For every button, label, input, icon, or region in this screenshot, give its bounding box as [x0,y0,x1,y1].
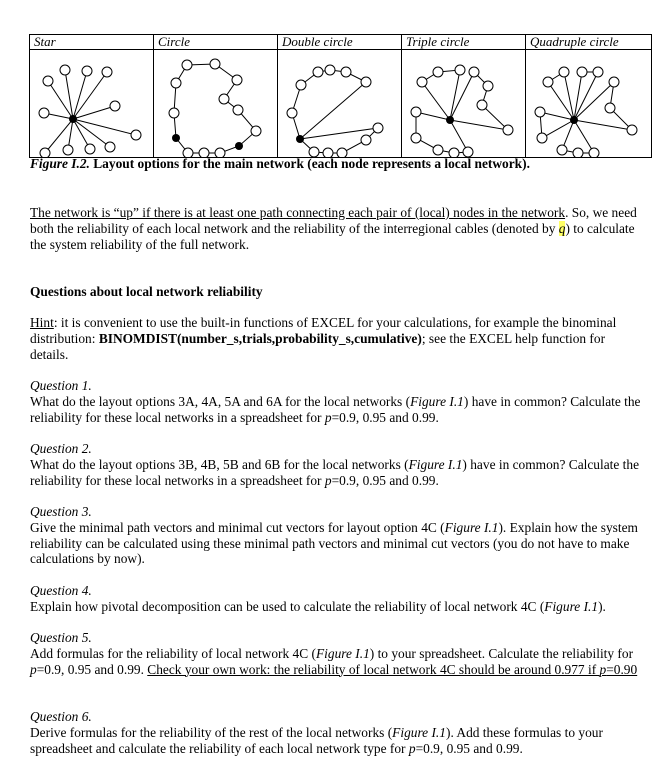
question-5 [30,630,642,677]
question-1-text-b: ) have in common? Calculate the reliability for these local networks in a spreadsheet for [30,393,641,425]
star-layout-cell [30,50,154,158]
question-1-text-c: =0.9, 0.95 and 0.99. [331,409,439,425]
question-5-text-a: Add formulas for the reliability of local network 4C ( [30,645,316,661]
star-network-diagram [30,50,154,157]
question-5-check-p: p [599,661,607,677]
question-5-check-value: =0.90 [606,661,638,677]
column-header-triple-circle: Triple circle [402,35,526,50]
question-3-text-a: Give the minimal path vectors and minimal cut vectors for layout option 4C ( [30,519,445,535]
layout-figure-table [29,34,652,158]
column-header-circle: Circle [154,35,278,50]
question-4-figure-ref: Figure I.1 [544,598,599,614]
hint-function: BINOMDIST(number_s,trials,probability_s,cumulative) [98,330,422,346]
quadruple-circle-network-diagram [526,50,652,157]
column-header-double-circle: Double circle [278,35,402,50]
hint-paragraph [30,315,642,362]
question-5-figure-ref: Figure I.1 [315,645,370,661]
question-6-text-c: =0.9, 0.95 and 0.99. [415,740,523,756]
question-2-text-a: What do the layout options 3B, 4B, 5B and 6B for the local networks ( [30,456,409,472]
intro-underlined-text: The network is “up” if there is at least one path connecting each pair of (local) nodes in the network [30,205,566,220]
double-circle-layout-cell [278,50,402,158]
question-5-body [30,646,642,678]
question-6-title: Question 6. [30,709,92,724]
hint-text-2: ; see the EXCEL help function for details. [30,330,606,362]
question-5-text-c: =0.9, 0.95 and 0.99. [36,661,148,677]
question-1-title: Question 1. [30,378,92,393]
question-5-check [147,662,637,677]
question-5-text-b: ) to your spreadsheet. Calculate the reliability for [369,645,634,661]
circle-network-diagram [154,50,278,157]
question-5-p: p [30,661,37,677]
section-heading: Questions about local network reliability [30,284,263,299]
question-6-text-b: ). Add these formulas to your spreadsheet and calculate the reliability of each local network type for [30,724,603,756]
intro-text-2: ) to calculate the system reliability of the full network. [30,220,635,252]
question-6 [30,709,642,756]
column-header-star: Star [30,35,154,50]
question-1-text-a: What do the layout options 3A, 4A, 5A and 6A for the local networks ( [30,393,411,409]
question-4-body [30,599,642,615]
figure-caption-text: Layout options for the main network (each node represents a local network). [89,156,530,171]
question-1 [30,378,642,425]
question-1-body [30,394,642,426]
figure-caption-label: Figure I.2. [30,156,90,171]
question-6-p: p [408,740,416,756]
question-1-p: p [324,409,332,425]
question-2-text-b: ) have in common? Calculate the reliability for these local networks in a spreadsheet for [30,456,640,488]
figure-caption [30,156,650,172]
quadruple-circle-layout-cell [526,50,652,158]
intro-paragraph [30,205,642,252]
question-4-title: Question 4. [30,583,92,598]
question-5-check-text: Check your own work: the reliability of local network 4C should be around 0.977 if [147,661,600,677]
triple-circle-layout-cell [402,50,526,158]
intro-text-1: . So, we need both the reliability of each local network and the reliability of the interregional cables (denoted by [30,205,637,236]
circle-layout-cell [154,50,278,158]
triple-circle-network-diagram [402,50,526,157]
column-header-quadruple-circle: Quadruple circle [526,35,652,50]
double-circle-network-diagram [278,50,402,157]
question-3-title: Question 3. [30,504,92,519]
question-2-text-c: =0.9, 0.95 and 0.99. [331,472,439,488]
question-6-figure-ref: Figure I.1 [392,724,446,740]
question-5-title: Question 5. [30,630,92,645]
question-4 [30,583,642,615]
question-6-text-a: Derive formulas for the reliability of the rest of the local networks ( [30,724,393,740]
question-3 [30,504,642,567]
question-4-text-a: Explain how pivotal decomposition can be used to calculate the reliability of local network 4C ( [30,598,545,614]
question-3-text-b: ). Explain how the system reliability can be calculated using these minimal path vectors and minimal cut vectors (you do not have to make calculations by now). [30,519,638,567]
hint-text-1: : it is convenient to use the built-in functions of EXCEL for your calculations, for example the binominal distribution: [30,315,617,346]
question-2-title: Question 2. [30,441,92,456]
question-2 [30,441,642,488]
question-3-figure-ref: Figure I.1 [444,519,499,535]
question-2-p: p [324,472,332,488]
question-2-figure-ref: Figure I.1 [408,456,463,472]
hint-label: Hint [30,315,54,330]
question-4-text-b: ). [598,598,606,614]
question-2-body [30,457,642,489]
question-3-body [30,520,642,567]
question-1-figure-ref: Figure I.1 [410,393,464,409]
q-symbol: q [558,220,566,236]
question-6-body [30,725,642,757]
